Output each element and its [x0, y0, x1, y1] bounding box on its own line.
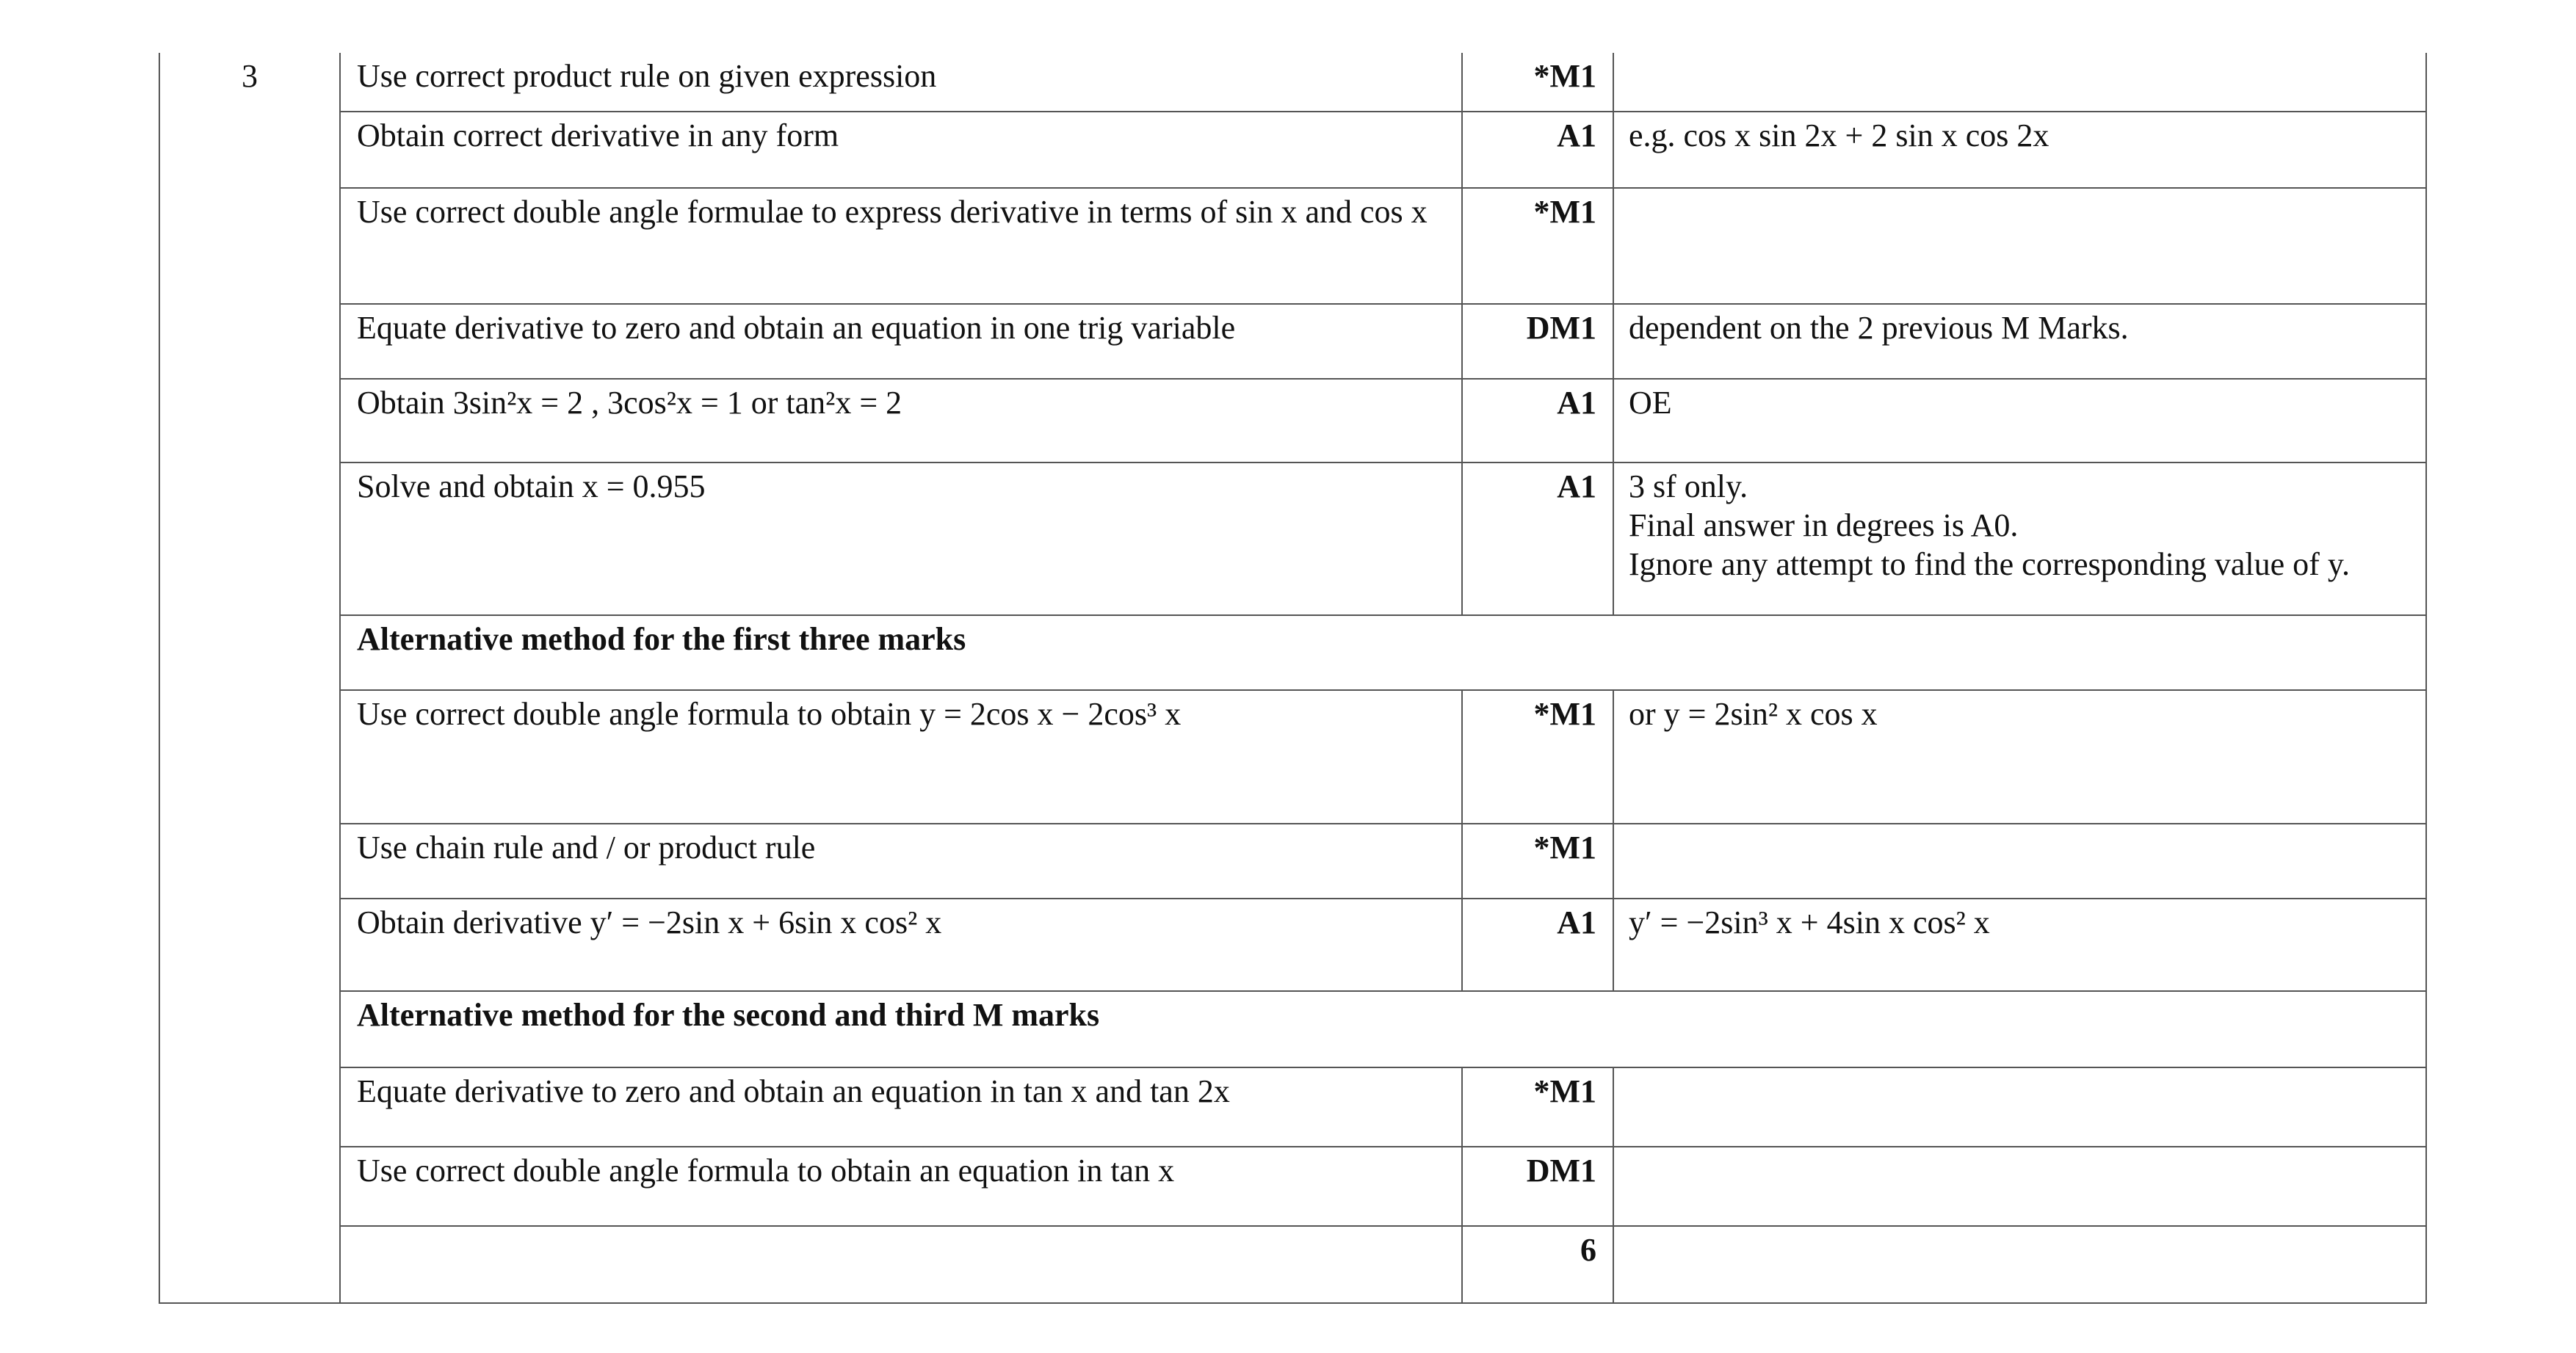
answer-cell — [340, 463, 1462, 615]
guidance-text — [1614, 53, 2425, 62]
guidance-cell — [1613, 188, 2426, 304]
guidance-cell — [1613, 1067, 2426, 1147]
mark-cell — [1462, 899, 1613, 991]
total-mark: 6 — [1580, 1232, 1596, 1268]
mark-text: *M1 — [1533, 194, 1596, 230]
total-mark-cell — [1462, 1226, 1613, 1303]
guidance-text: or y = 2sin² x cos x — [1629, 696, 1878, 732]
guidance-line: Final answer in degrees is A0. — [1629, 507, 2019, 543]
alternative-method-heading: Alternative method for the second and third M marks — [357, 997, 1100, 1033]
answer-cell — [340, 824, 1462, 899]
alternative-method-heading-cell — [340, 615, 2426, 690]
mark-text: A1 — [1557, 117, 1596, 153]
mark-cell — [1462, 379, 1613, 463]
answer-cell — [340, 899, 1462, 991]
mark-text: *M1 — [1533, 696, 1596, 732]
mark-text: A1 — [1557, 385, 1596, 421]
alternative-method-row — [159, 615, 2426, 690]
answer-cell — [340, 690, 1462, 824]
answer-text: Obtain 3sin²x = 2 , 3cos²x = 1 or tan²x = 2 — [357, 385, 902, 421]
mark-cell — [1462, 824, 1613, 899]
guidance-text — [1614, 1068, 2425, 1077]
total-row — [159, 1226, 2426, 1303]
answer-text: Obtain derivative y′ = −2sin x + 6sin x cos² x — [357, 904, 942, 940]
guidance-text: e.g. cos x sin 2x + 2 sin x cos 2x — [1629, 117, 2049, 153]
question-number: 3 — [242, 58, 258, 94]
guidance-text — [1614, 1147, 2425, 1156]
mark-text: DM1 — [1526, 1153, 1596, 1189]
table-row — [159, 1147, 2426, 1226]
answer-cell — [340, 1067, 1462, 1147]
answer-cell — [340, 1226, 1462, 1303]
guidance-cell — [1613, 463, 2426, 615]
alternative-method-heading-cell — [340, 991, 2426, 1067]
mark-cell — [1462, 463, 1613, 615]
mark-text: *M1 — [1533, 58, 1596, 94]
guidance-cell — [1613, 690, 2426, 824]
table-row — [159, 112, 2426, 188]
mark-text: *M1 — [1533, 1073, 1596, 1109]
answer-text: Use correct double angle formula to obtain an equation in tan x — [357, 1153, 1175, 1189]
answer-cell — [340, 53, 1462, 112]
answer-text: Use chain rule and / or product rule — [357, 830, 816, 866]
answer-text: Use correct product rule on given expression — [357, 58, 937, 94]
guidance-line: 3 sf only. — [1629, 468, 1748, 504]
mark-text: A1 — [1557, 468, 1596, 504]
guidance-text — [1614, 1227, 2425, 1236]
guidance-cell — [1613, 1226, 2426, 1303]
guidance-text: OE — [1629, 385, 1672, 421]
mark-cell — [1462, 1067, 1613, 1147]
table-row — [159, 824, 2426, 899]
answer-cell — [340, 379, 1462, 463]
answer-text — [341, 1227, 1461, 1236]
table-row — [159, 188, 2426, 304]
alternative-method-row — [159, 991, 2426, 1067]
answer-text: Use correct double angle formula to obtain y = 2cos x − 2cos³ x — [357, 696, 1182, 732]
answer-cell — [340, 112, 1462, 188]
mark-cell — [1462, 690, 1613, 824]
mark-cell — [1462, 1147, 1613, 1226]
alternative-method-heading: Alternative method for the first three marks — [357, 621, 966, 657]
mark-cell — [1462, 304, 1613, 379]
guidance-cell — [1613, 304, 2426, 379]
question-number-cell — [159, 53, 340, 1303]
mark-scheme-table — [159, 53, 2427, 1304]
answer-cell — [340, 1147, 1462, 1226]
table-row — [159, 1067, 2426, 1147]
mark-cell — [1462, 112, 1613, 188]
mark-cell — [1462, 53, 1613, 112]
answer-cell — [340, 188, 1462, 304]
guidance-cell — [1613, 379, 2426, 463]
guidance-cell — [1613, 824, 2426, 899]
table-row — [159, 463, 2426, 615]
guidance-text — [1614, 824, 2425, 833]
answer-text: Equate derivative to zero and obtain an equation in tan x and tan 2x — [357, 1073, 1230, 1109]
table-row — [159, 379, 2426, 463]
guidance-cell — [1613, 899, 2426, 991]
mark-text: DM1 — [1526, 310, 1596, 346]
mark-cell — [1462, 188, 1613, 304]
guidance-text: dependent on the 2 previous M Marks. — [1629, 310, 2129, 346]
mark-text: *M1 — [1533, 830, 1596, 866]
table-row — [159, 304, 2426, 379]
answer-text: Solve and obtain x = 0.955 — [357, 468, 706, 504]
table-row — [159, 899, 2426, 991]
answer-text: Equate derivative to zero and obtain an equation in one trig variable — [357, 310, 1236, 346]
guidance-cell — [1613, 112, 2426, 188]
mark-text: A1 — [1557, 904, 1596, 940]
guidance-text: y′ = −2sin³ x + 4sin x cos² x — [1629, 904, 1990, 940]
guidance-cell — [1613, 53, 2426, 112]
answer-text: Use correct double angle formulae to express derivative in terms of sin x and cos x — [357, 194, 1428, 230]
guidance-line: Ignore any attempt to find the corresponding value of y. — [1629, 545, 2350, 582]
guidance-text — [1614, 189, 2425, 197]
answer-cell — [340, 304, 1462, 379]
guidance-cell — [1613, 1147, 2426, 1226]
table-row — [159, 53, 2426, 112]
answer-text: Obtain correct derivative in any form — [357, 117, 839, 153]
table-row — [159, 690, 2426, 824]
